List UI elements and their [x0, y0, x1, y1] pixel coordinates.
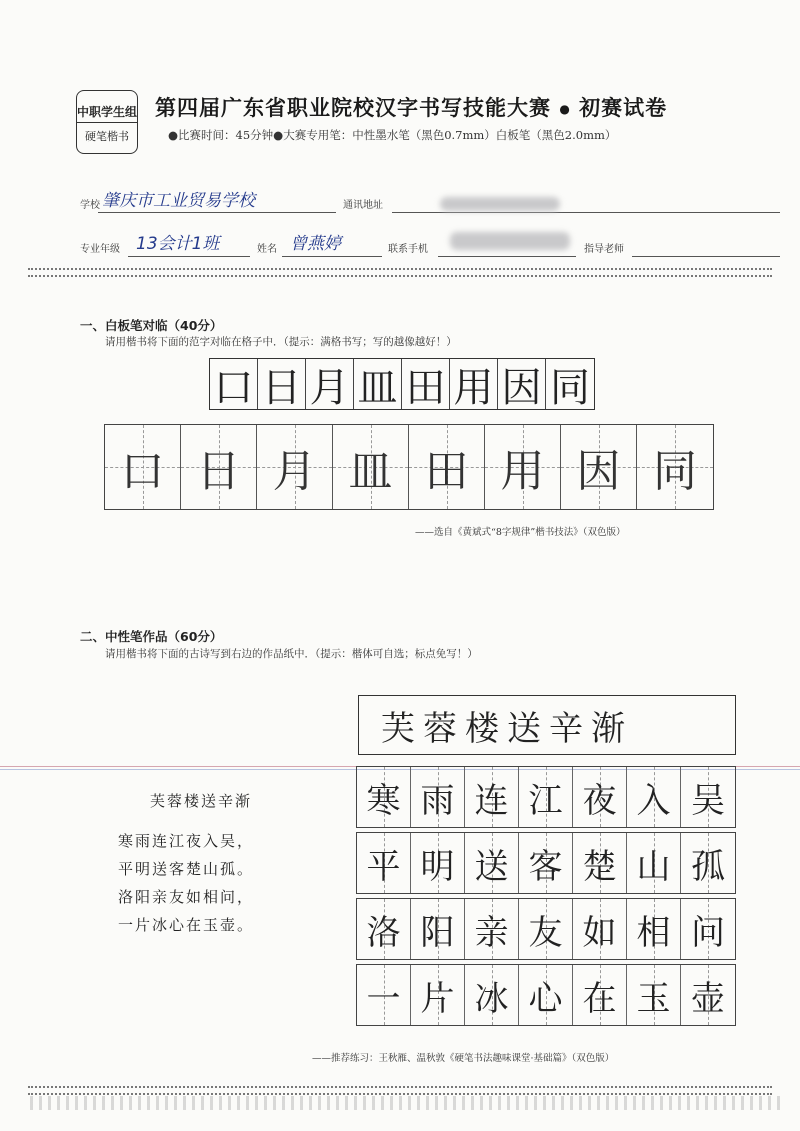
work-cell[interactable]	[465, 767, 519, 827]
copy-char: 用	[500, 446, 545, 497]
poem-line: 洛阳亲友如相问，	[118, 888, 255, 906]
work-char: 楚	[582, 846, 617, 887]
school-underline	[98, 212, 336, 213]
teacher-underline[interactable]	[632, 256, 780, 257]
exam-type: 初赛试卷	[579, 96, 668, 120]
work-char: 吴	[691, 780, 725, 821]
copy-cell[interactable]	[561, 425, 637, 509]
poem-line: 平明送客楚山孤。	[118, 860, 255, 878]
section2-instruction: 请用楷书将下面的古诗写到右边的作品纸中．（提示：楷体可自选；标点免写！）	[105, 648, 478, 660]
phone-underline	[438, 256, 576, 257]
work-cell[interactable]	[681, 767, 735, 827]
school-value[interactable]: 肇庆市工业贸易学校	[102, 191, 255, 211]
copy-char: 月	[272, 446, 317, 497]
work-char: 夜	[582, 780, 617, 821]
work-cell[interactable]	[573, 833, 627, 893]
work-char: 片	[420, 978, 455, 1019]
work-char: 洛	[366, 912, 401, 953]
teacher-label: 指导老师	[584, 244, 624, 255]
work-char: 心	[528, 978, 563, 1019]
work-row	[356, 766, 736, 828]
copy-grid	[104, 424, 714, 510]
section1-instruction: 请用楷书将下面的范字对临在格子中．（提示：满格书写；写的越像越好！）	[105, 336, 457, 348]
work-cell[interactable]	[627, 833, 681, 893]
footer-divider	[28, 1086, 772, 1095]
copy-char: 同	[653, 446, 697, 497]
work-char: 送	[474, 846, 509, 887]
phone-redacted	[450, 232, 570, 250]
model-char: 田	[402, 359, 450, 409]
work-char: 连	[474, 780, 509, 821]
copy-cell[interactable]	[409, 425, 485, 509]
major-label: 专业年级	[80, 244, 120, 255]
work-cell[interactable]	[357, 899, 411, 959]
work-char: 友	[528, 912, 563, 953]
work-cell[interactable]	[465, 965, 519, 1025]
page-title	[155, 92, 667, 122]
work-cell[interactable]	[627, 965, 681, 1025]
work-cell[interactable]	[465, 833, 519, 893]
work-cell[interactable]	[573, 899, 627, 959]
title-dot-icon: ●	[559, 102, 571, 116]
copy-char: 皿	[348, 446, 393, 497]
work-char: 冰	[474, 978, 509, 1019]
section1-heading: 一、白板笔对临（40分）	[80, 318, 223, 333]
work-char: 在	[582, 978, 617, 1019]
copy-cell[interactable]	[257, 425, 333, 509]
name-value[interactable]: 曾燕婷	[290, 234, 341, 254]
scan-noise	[30, 1096, 780, 1110]
work-cell[interactable]	[519, 899, 573, 959]
copy-cell[interactable]	[333, 425, 409, 509]
work-cell[interactable]	[573, 965, 627, 1025]
header-divider	[28, 268, 772, 277]
work-row	[356, 964, 736, 1026]
work-char: 平	[366, 846, 401, 887]
work-cell[interactable]	[627, 767, 681, 827]
copy-cell[interactable]	[637, 425, 713, 509]
poem-line: 一片冰心在玉壶。	[118, 916, 255, 934]
work-char: 明	[420, 846, 455, 887]
exam-info: ●比赛时间：45分钟●大赛专用笔：中性墨水笔（黑色0.7mm）白板笔（黑色2.0mm）	[168, 128, 617, 142]
work-cell[interactable]	[627, 899, 681, 959]
phone-label: 联系手机	[388, 244, 428, 255]
work-char: 寒	[366, 780, 401, 821]
name-label: 姓名	[257, 244, 277, 255]
work-char: 问	[691, 912, 725, 953]
address-label: 通讯地址	[343, 200, 383, 211]
work-cell[interactable]	[357, 965, 411, 1025]
model-char: 皿	[354, 359, 402, 409]
work-title[interactable]: 芙蓉楼送辛渐	[358, 695, 736, 755]
work-char: 相	[636, 912, 671, 953]
work-char: 雨	[420, 780, 455, 821]
copy-cell[interactable]	[485, 425, 561, 509]
model-char: 日	[258, 359, 306, 409]
model-char: 口	[210, 359, 258, 409]
model-char: 同	[550, 364, 590, 411]
work-char: 江	[528, 780, 563, 821]
work-char: 亲	[474, 912, 509, 953]
copy-char: 日	[196, 446, 241, 497]
work-char: 入	[636, 780, 671, 821]
major-value[interactable]: 13会计1班	[136, 234, 220, 254]
category-badge	[76, 90, 138, 154]
work-char: 玉	[636, 978, 671, 1019]
badge-style: 硬笔楷书	[85, 129, 129, 143]
work-row	[356, 832, 736, 894]
poem-title: 芙蓉楼送辛渐	[150, 792, 253, 810]
name-underline	[282, 256, 382, 257]
work-cell[interactable]	[465, 899, 519, 959]
work-cell[interactable]	[411, 833, 465, 893]
work-cell[interactable]	[681, 965, 735, 1025]
school-label: 学校	[80, 200, 100, 211]
work-cell[interactable]	[519, 965, 573, 1025]
address-redacted	[440, 197, 560, 211]
competition-title: 第四届广东省职业院校汉字书写技能大赛	[155, 96, 551, 120]
address-underline	[392, 212, 780, 213]
work-cell[interactable]	[411, 899, 465, 959]
model-char: 月	[306, 359, 354, 409]
work-char: 如	[582, 912, 617, 953]
poem-line: 寒雨连江夜入吴，	[118, 832, 255, 850]
work-cell[interactable]	[357, 833, 411, 893]
work-cell[interactable]	[411, 965, 465, 1025]
copy-char: 口	[120, 446, 165, 497]
badge-group: 中职学生组	[77, 101, 137, 123]
work-cell[interactable]	[411, 767, 465, 827]
copy-char: 因	[576, 446, 621, 497]
work-cell[interactable]	[519, 767, 573, 827]
work-cell[interactable]	[681, 833, 735, 893]
work-cell[interactable]	[357, 767, 411, 827]
section2-citation: ——推荐练习：王秋雁、温秋敦《硬笔书法趣味课堂·基础篇》（双色版）	[312, 1053, 615, 1064]
model-char: 用	[450, 359, 498, 409]
work-char: 孤	[691, 846, 725, 887]
work-char: 阳	[420, 912, 455, 953]
section1-citation: ——选自《黄斌式“8字规律”楷书技法》（双色版）	[415, 527, 626, 538]
copy-cell[interactable]	[181, 425, 257, 509]
work-cell[interactable]	[519, 833, 573, 893]
work-char: 客	[528, 846, 563, 887]
copy-char: 田	[424, 446, 469, 497]
major-underline	[128, 256, 250, 257]
section2-heading: 二、中性笔作品（60分）	[80, 629, 223, 644]
model-char: 因	[498, 359, 546, 409]
work-char: 壶	[691, 978, 725, 1019]
copy-cell[interactable]	[105, 425, 181, 509]
work-cell[interactable]	[681, 899, 735, 959]
work-char: 山	[636, 846, 671, 887]
work-row	[356, 898, 736, 960]
work-char: 一	[366, 978, 401, 1019]
model-characters	[209, 358, 595, 410]
work-cell[interactable]	[573, 767, 627, 827]
